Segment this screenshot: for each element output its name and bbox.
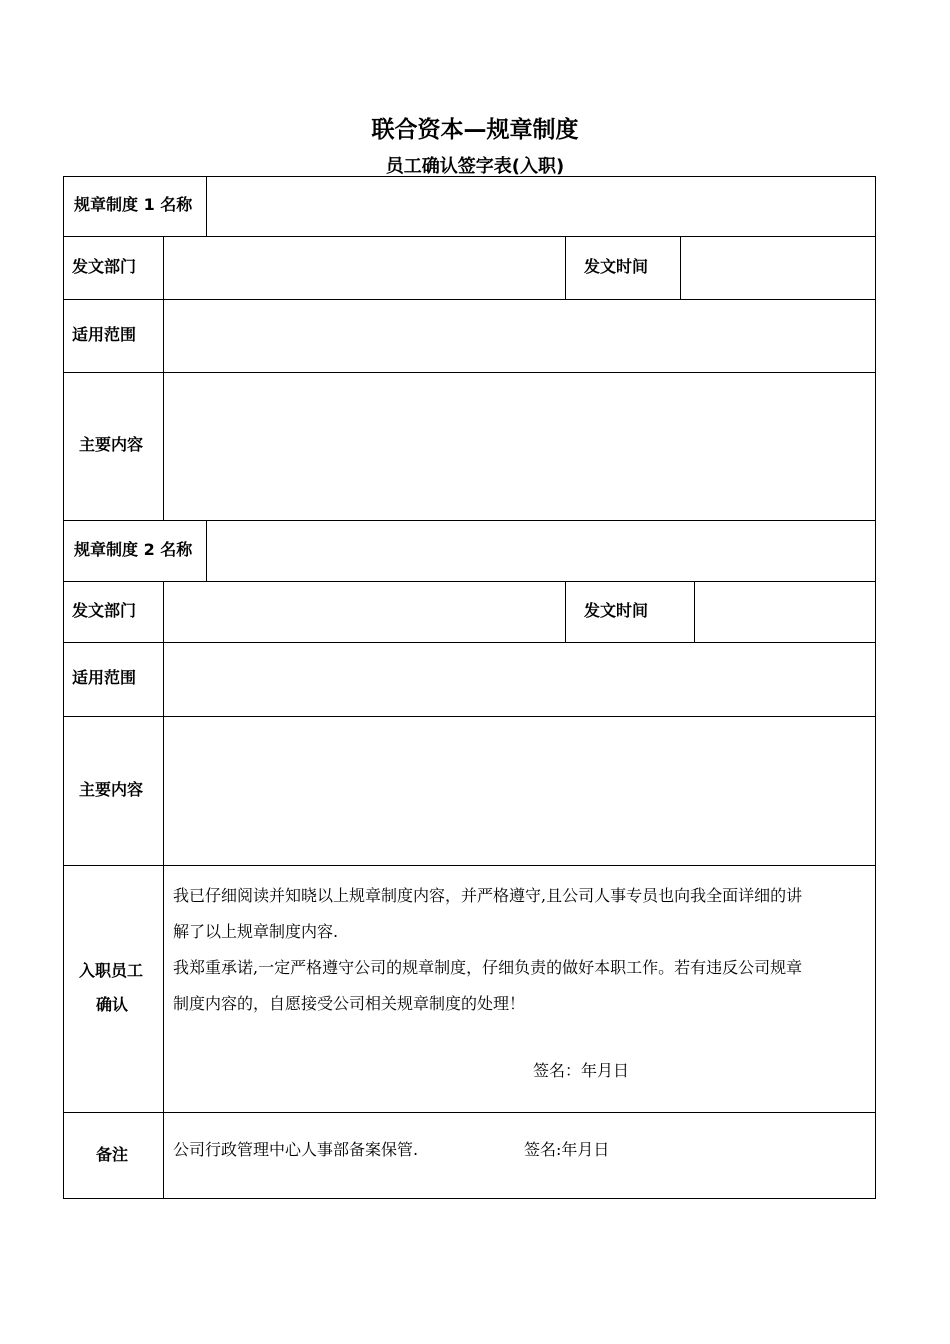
regulation-1-name-label: 规章制度 1 名称 [74, 195, 193, 214]
confirm-label-line1: 入职员工 [79, 961, 144, 980]
regulation-1-time-label: 发文时间 [584, 257, 649, 276]
column-divider [163, 581, 164, 1199]
regulation-1-dept-label: 发文部门 [72, 257, 137, 276]
row-divider [63, 642, 876, 643]
page-subtitle: 员工确认签字表(入职) [385, 156, 565, 177]
column-divider [694, 581, 695, 642]
remarks-signature: 签名:年月日 [524, 1140, 610, 1159]
remarks-text: 公司行政管理中心人事部备案保管. [173, 1140, 419, 1159]
row-divider [63, 716, 876, 717]
regulation-2-scope-label: 适用范围 [72, 668, 137, 687]
regulation-1-content-label: 主要内容 [79, 435, 144, 454]
confirm-text-line: 我郑重承诺,一定严格遵守公司的规章制度，仔细负责的做好本职工作。若有违反公司规章 [173, 958, 803, 977]
page-title: 联合资本—规章制度 [371, 117, 579, 143]
row-divider [63, 236, 876, 237]
confirm-text-line: 制度内容的，自愿接受公司相关规章制度的处理！ [173, 994, 526, 1013]
confirm-text-line: 我已仔细阅读并知晓以上规章制度内容，并严格遵守,且公司人事专员也向我全面详细的讲 [173, 886, 803, 905]
regulation-2-content-label: 主要内容 [79, 780, 144, 799]
table-frame [63, 176, 876, 1199]
column-divider [206, 520, 207, 581]
column-divider [565, 236, 566, 299]
row-divider [63, 372, 876, 373]
column-divider [163, 236, 164, 520]
confirm-text-line: 解了以上规章制度内容. [173, 922, 339, 941]
regulation-1-scope-label: 适用范围 [72, 325, 137, 344]
remarks-label: 备注 [96, 1145, 129, 1164]
row-divider [63, 865, 876, 866]
row-divider [63, 1112, 876, 1113]
column-divider [565, 581, 566, 642]
confirm-signature: 签名：年月日 [533, 1061, 630, 1080]
regulation-2-name-label: 规章制度 2 名称 [74, 540, 193, 559]
row-divider [63, 581, 876, 582]
row-divider [63, 520, 876, 521]
column-divider [680, 236, 681, 299]
column-divider [206, 176, 207, 236]
regulation-2-dept-label: 发文部门 [72, 601, 137, 620]
regulation-2-time-label: 发文时间 [584, 601, 649, 620]
confirm-label-line2: 确认 [96, 995, 129, 1014]
row-divider [63, 299, 876, 300]
